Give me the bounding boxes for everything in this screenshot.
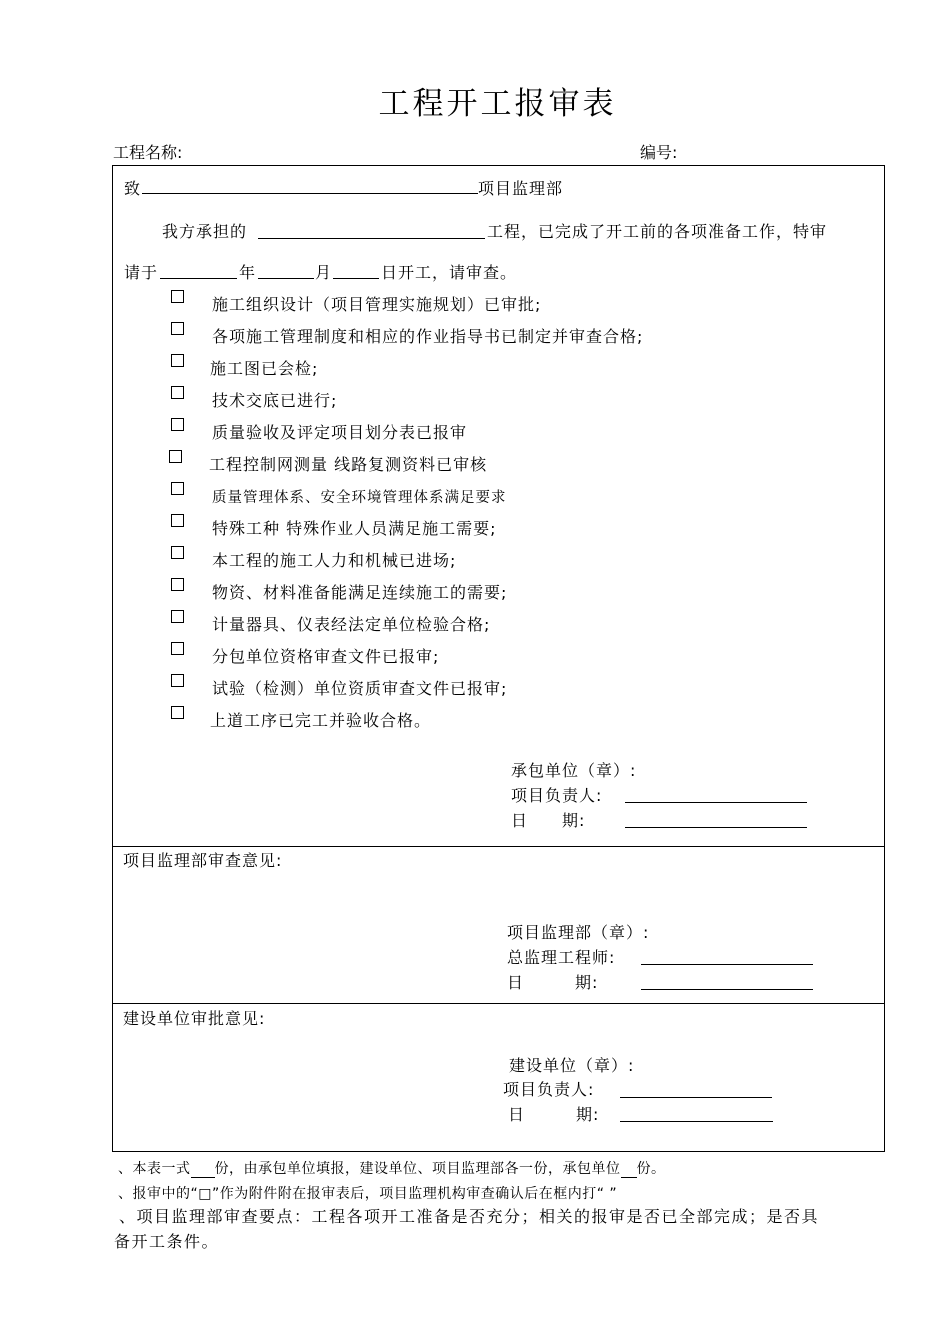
project-name-label: 工程名称:: [113, 143, 183, 162]
request-label: 请于: [124, 263, 159, 282]
checklist-item: 质量验收及评定项目划分表已报审: [212, 423, 468, 442]
checklist-checkbox[interactable]: [171, 322, 184, 335]
note-3-line-1: 、项目监理部审查要点：工程各项开工准备是否充分；相关的报审是否已全部完成；是否具: [119, 1207, 820, 1226]
copies-field[interactable]: [191, 1161, 215, 1178]
owner-seal-label: 建设单位（章）:: [509, 1056, 635, 1075]
month-label: 月: [315, 263, 333, 282]
checklist-item: 特殊工种 特殊作业人员满足施工需要;: [212, 519, 497, 538]
checklist-checkbox[interactable]: [171, 674, 184, 687]
checklist-item: 质量管理体系、安全环境管理体系满足要求: [212, 490, 507, 506]
contractor-seal-label: 承包单位（章）:: [511, 761, 637, 780]
para-start: 我方承担的: [162, 222, 248, 241]
supervision-date-field[interactable]: [641, 989, 813, 990]
checklist-checkbox[interactable]: [171, 642, 184, 655]
checklist-item: 施工图已会检;: [210, 359, 319, 378]
checklist-checkbox[interactable]: [171, 386, 184, 399]
checklist-checkbox[interactable]: [169, 450, 182, 463]
checklist-item: 物资、材料准备能满足连续施工的需要;: [212, 583, 508, 602]
contractor-person-label: 项目负责人:: [511, 786, 603, 805]
day-field[interactable]: [333, 278, 379, 279]
chief-engineer-field[interactable]: [641, 964, 813, 965]
recipient-field[interactable]: [142, 193, 478, 194]
owner-date-field[interactable]: [620, 1121, 773, 1122]
section-divider-1: [112, 846, 885, 847]
owner-date-label: 日 期:: [508, 1105, 600, 1124]
checklist-item: 上道工序已完工并验收合格。: [210, 711, 432, 730]
page-title: 工程开工报审表: [378, 86, 617, 122]
checklist-item: 本工程的施工人力和机械已进场;: [212, 551, 457, 570]
month-field[interactable]: [258, 278, 314, 279]
checklist-item: 分包单位资格审查文件已报审;: [212, 647, 440, 666]
checklist-checkbox[interactable]: [171, 610, 184, 623]
year-field[interactable]: [160, 278, 237, 279]
checklist-item: 计量器具、仪表经法定单位检验合格;: [212, 615, 491, 634]
supervision-opinion-heading: 项目监理部审查意见:: [123, 851, 283, 870]
note-1: [118, 1158, 666, 1178]
checklist-checkbox[interactable]: [171, 290, 184, 303]
project-field[interactable]: [258, 238, 485, 239]
owner-person-label: 项目负责人:: [503, 1080, 595, 1099]
year-label: 年: [239, 263, 257, 282]
chief-engineer-label: 总监理工程师:: [507, 948, 616, 967]
supervision-seal-label: 项目监理部（章）:: [507, 923, 650, 942]
checklist-checkbox[interactable]: [171, 354, 184, 367]
number-label: 编号:: [640, 143, 678, 162]
owner-opinion-heading: 建设单位审批意见:: [123, 1009, 266, 1028]
checklist-checkbox[interactable]: [171, 546, 184, 559]
note-1-start: 、本表一式: [118, 1161, 191, 1177]
to-label: 致: [124, 179, 142, 198]
note-1-end: 份。: [636, 1161, 666, 1177]
checklist-checkbox[interactable]: [171, 578, 184, 591]
checklist-checkbox[interactable]: [171, 482, 184, 495]
supervision-date-label: 日 期:: [507, 973, 599, 992]
contractor-date-field[interactable]: [625, 827, 807, 828]
contractor-date-label: 日 期:: [511, 811, 586, 830]
note-1-mid: 份，由承包单位填报，建设单位、项目监理部各一份，承包单位: [214, 1161, 621, 1177]
checklist-item: 各项施工管理制度和相应的作业指导书已制定并审查合格;: [212, 327, 644, 346]
contractor-copies-field[interactable]: [621, 1161, 637, 1178]
checklist-checkbox[interactable]: [171, 706, 184, 719]
checklist-item: 施工组织设计（项目管理实施规划）已审批;: [212, 295, 542, 314]
checklist-item: 工程控制网测量 线路复测资料已审核: [209, 455, 488, 474]
owner-person-field[interactable]: [620, 1097, 772, 1098]
supervision-dept-label: 项目监理部: [478, 179, 564, 198]
checklist-item: 试验（检测）单位资质审查文件已报审;: [212, 679, 508, 698]
checklist-checkbox[interactable]: [171, 418, 184, 431]
checklist-item: 技术交底已进行;: [212, 391, 338, 410]
note-3-line-2: 备开工条件。: [114, 1232, 220, 1251]
contractor-person-field[interactable]: [625, 802, 807, 803]
day-suffix: 日开工，请审查。: [381, 263, 518, 282]
note-2: 、报审中的“□”作为附件附在报审表后，项目监理机构审查确认后在框内打“ ”: [118, 1186, 618, 1202]
para-mid: 工程，已完成了开工前的各项准备工作，特审: [487, 222, 828, 241]
section-divider-2: [112, 1003, 885, 1004]
checklist-checkbox[interactable]: [171, 514, 184, 527]
